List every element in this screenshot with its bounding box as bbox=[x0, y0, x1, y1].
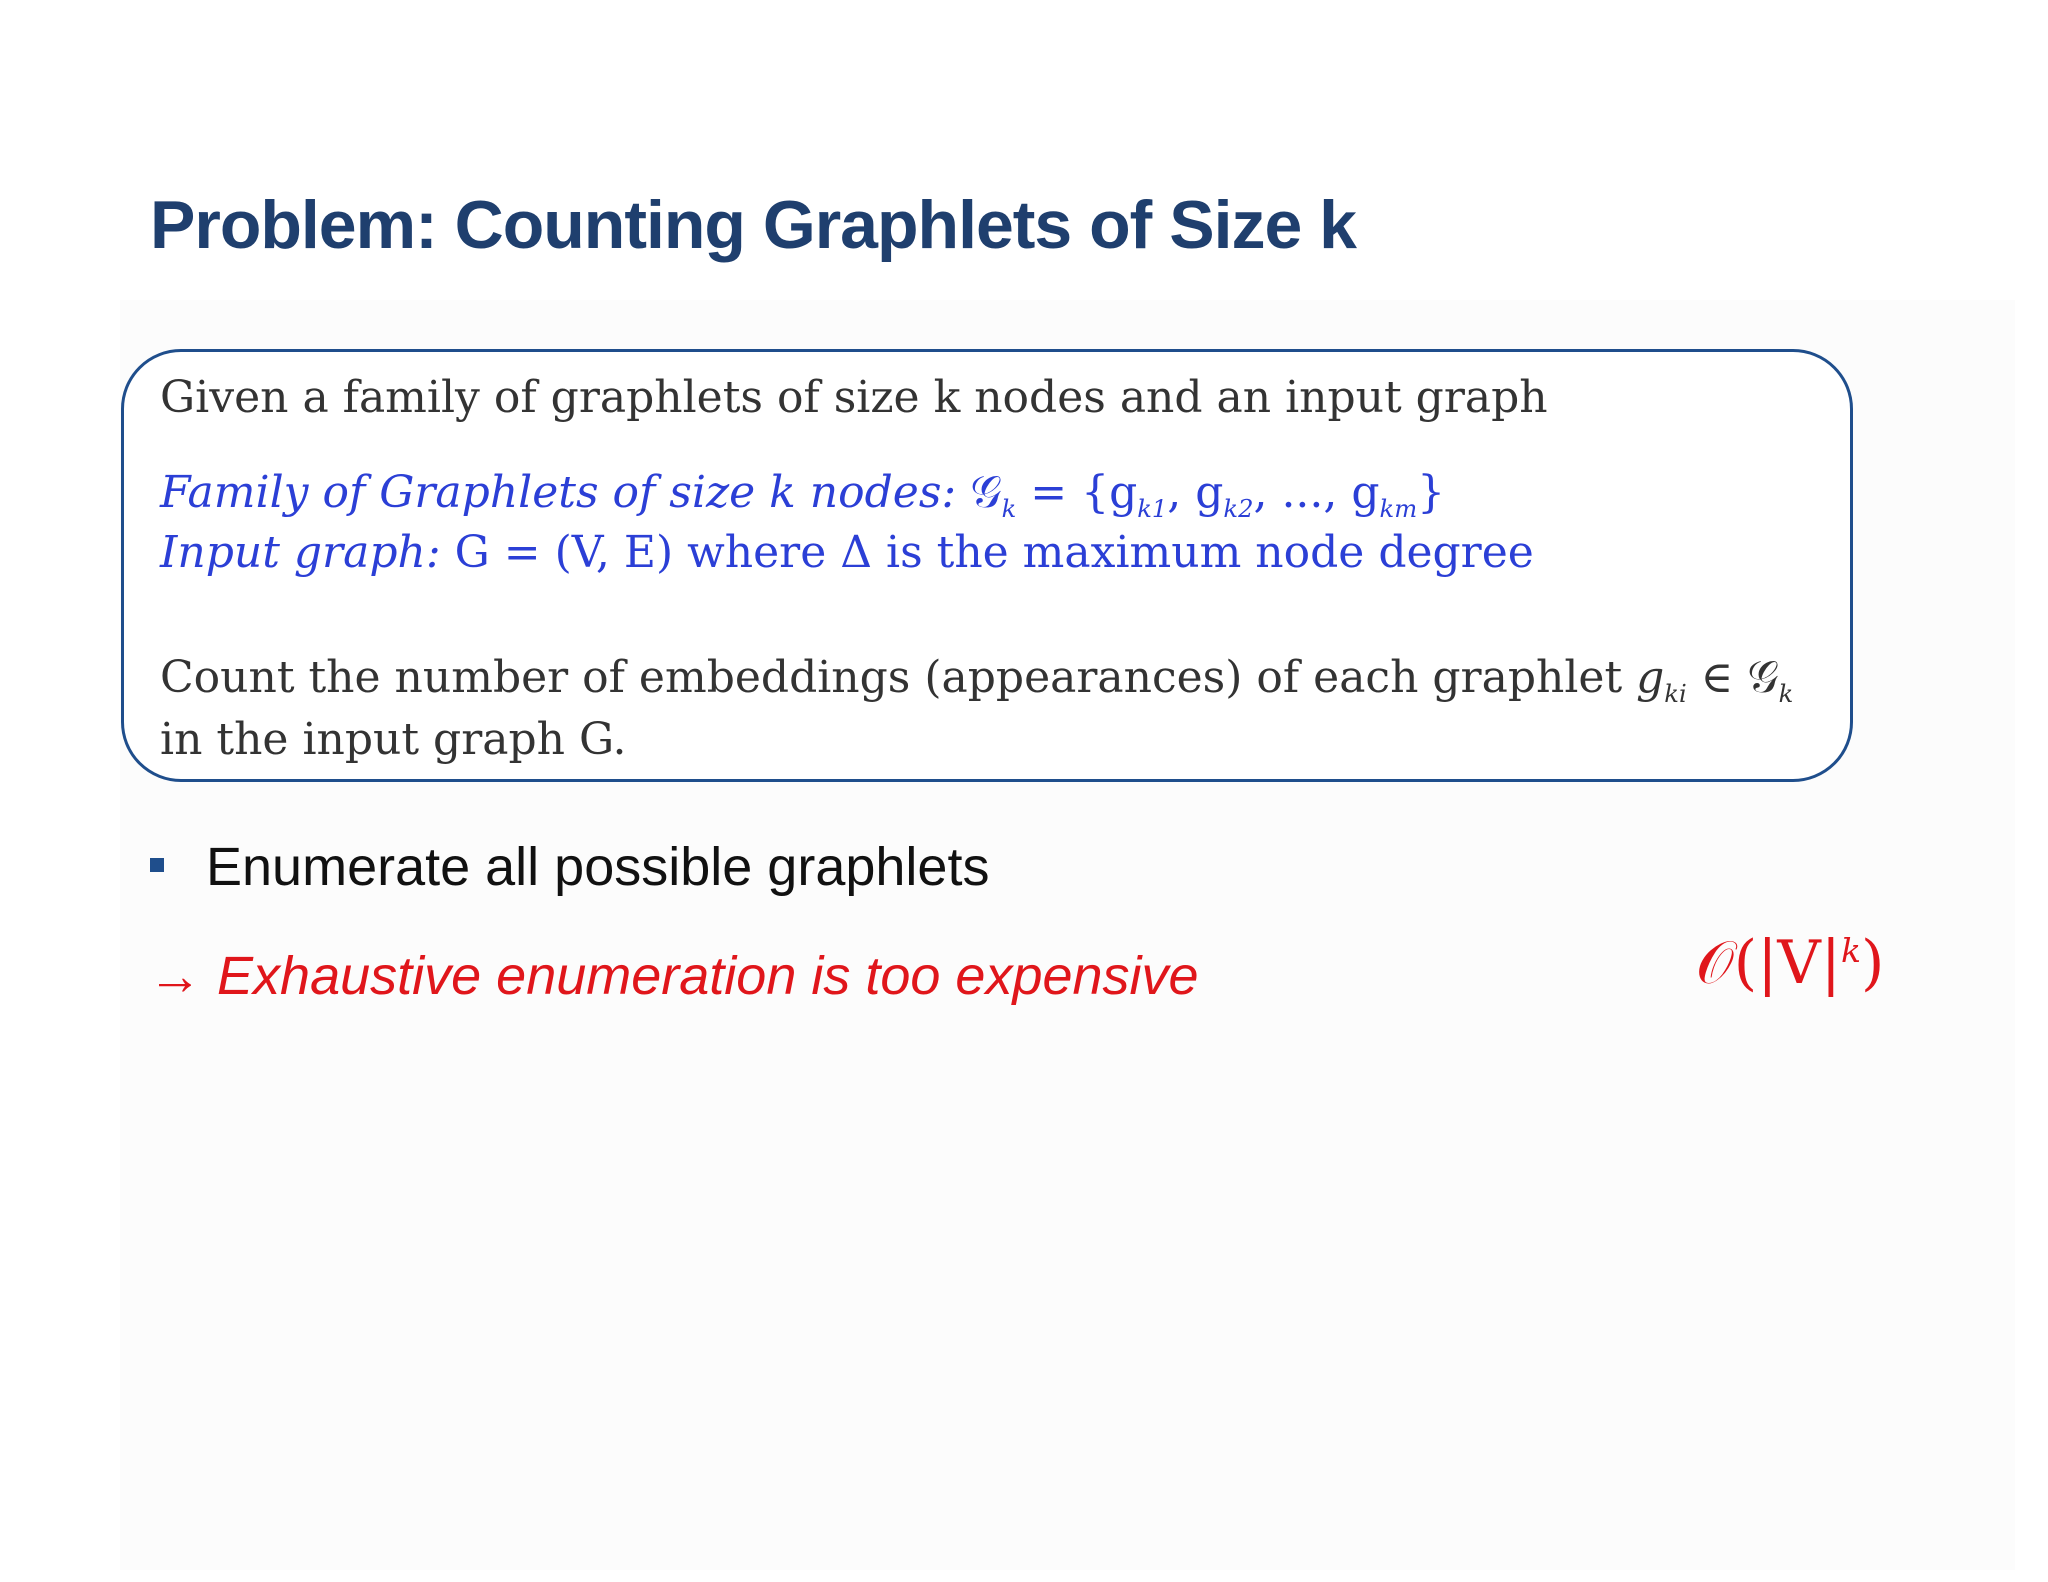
input-formula: G = (V, E) where Δ is the maximum node degree bbox=[454, 527, 1534, 578]
count-statement-line-2: in the input graph G. bbox=[160, 714, 627, 765]
input-graph-definition bbox=[160, 527, 1534, 578]
family-definition bbox=[160, 467, 1445, 523]
input-label: Input graph: bbox=[160, 527, 441, 578]
complexity-formula: $𝒪(|V|^k)$ bbox=[1696, 928, 1885, 998]
family-formula: 𝒢$_k$ = {$g_{k1}$, $g_{k2}$, ..., $g_{km}$} bbox=[970, 467, 1446, 523]
right-arrow-icon: → bbox=[148, 946, 202, 1006]
bullet-enumerate: Enumerate all possible graphlets bbox=[206, 837, 990, 897]
slide-title: Problem: Counting Graphlets of Size k bbox=[150, 187, 1356, 263]
conclusion-text: Exhaustive enumeration is too expensive bbox=[217, 946, 1199, 1006]
bullet-square-icon bbox=[150, 858, 164, 872]
count-statement-line-1: Count the number of embeddings (appearances) of each graphlet $g_{ki}$ ∈ 𝒢$_k$ bbox=[160, 652, 1794, 708]
conclusion-line bbox=[148, 945, 1199, 1007]
family-label: Family of Graphlets of size k nodes: bbox=[160, 467, 957, 518]
problem-intro: Given a family of graphlets of size k nodes and an input graph bbox=[160, 372, 1548, 423]
